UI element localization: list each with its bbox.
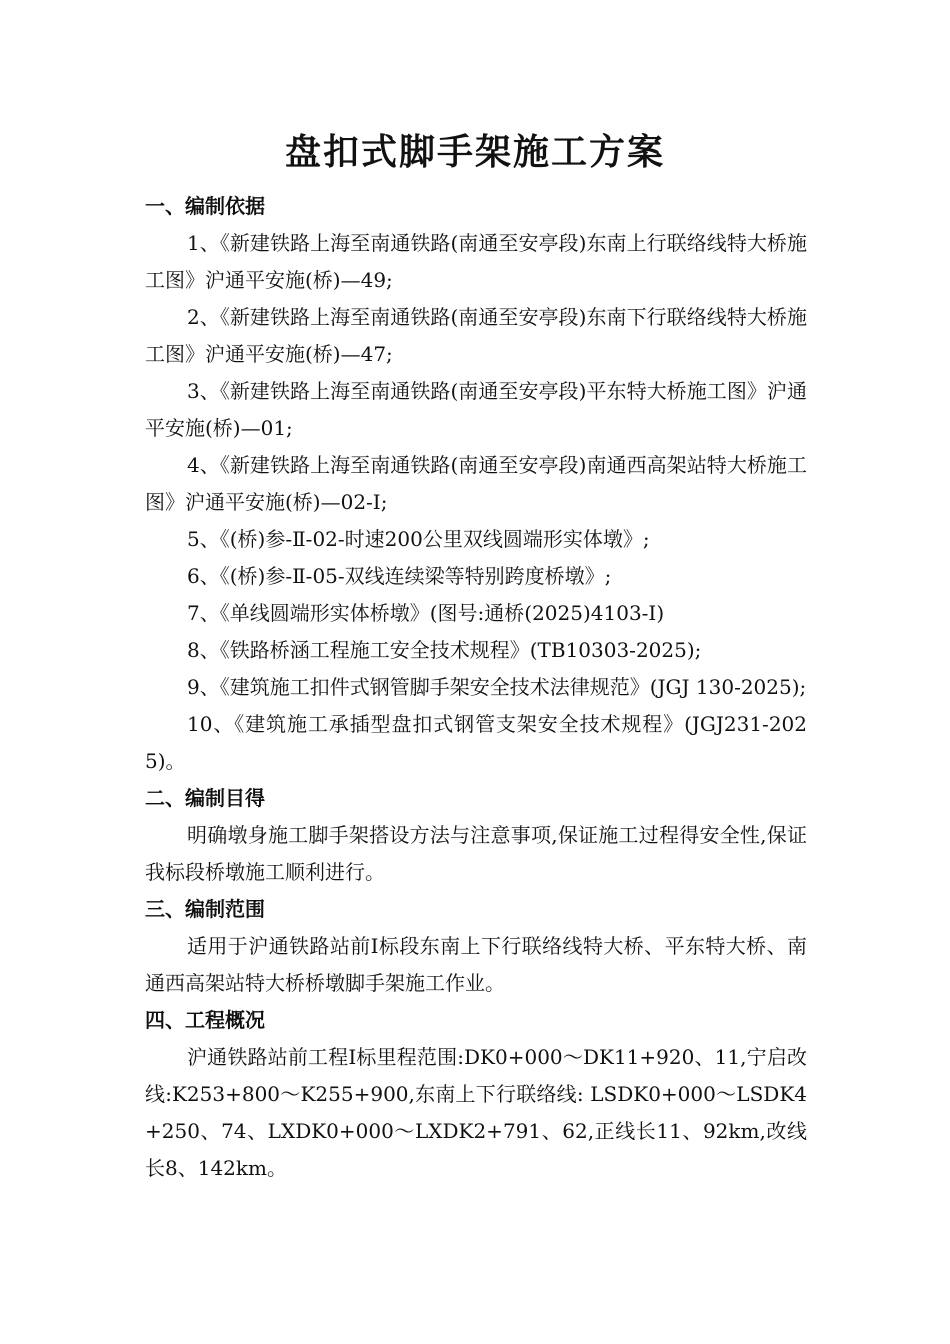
section-heading-scope: 三、编制范围 xyxy=(145,897,265,921)
overview-paragraph: 沪通铁路站前工程Ⅰ标里程范围:DK0+000～DK11+920、11,宁启改线:K253+800～K255+900,东南上下行联络线: LSDK0+000～LSDK4+250、74、LXDK0+000～LXDK2+791、62,正线长11、92km,改线长8、142km。 xyxy=(145,1045,807,1180)
basis-item-4: 4、《新建铁路上海至南通铁路(南通至安亭段)南通西高架站特大桥施工图》沪通平安施(桥)—02-I; xyxy=(145,453,807,514)
basis-item-8: 8、《铁路桥涵工程施工安全技术规程》(TB10303-2025); xyxy=(187,638,702,662)
document-title: 盘扣式脚手架施工方案 xyxy=(284,131,665,173)
document-body xyxy=(145,188,807,1187)
basis-item-6: 6、《(桥)参-Ⅱ-05-双线连续梁等特别跨度桥墩》; xyxy=(187,564,612,588)
basis-item-5: 5、《(桥)参-Ⅱ-02-时速200公里双线圆端形实体墩》; xyxy=(187,527,650,551)
basis-item-2: 2、《新建铁路上海至南通铁路(南通至安亭段)东南下行联络线特大桥施工图》沪通平安施(桥)—47; xyxy=(145,305,807,366)
basis-item-3: 3、《新建铁路上海至南通铁路(南通至安亭段)平东特大桥施工图》沪通平安施(桥)—01; xyxy=(145,379,807,440)
section-heading-overview: 四、工程概况 xyxy=(145,1008,265,1032)
basis-item-1: 1、《新建铁路上海至南通铁路(南通至安亭段)东南上行联络线特大桥施工图》沪通平安施(桥)—49; xyxy=(145,231,807,292)
section-heading-purpose: 二、编制目得 xyxy=(145,786,265,810)
section-heading-basis: 一、编制依据 xyxy=(145,194,265,218)
basis-item-9: 9、《建筑施工扣件式钢管脚手架安全技术法律规范》(JGJ 130-2025); xyxy=(187,675,807,699)
purpose-paragraph: 明确墩身施工脚手架搭设方法与注意事项,保证施工过程得安全性,保证我标段桥墩施工顺利进行。 xyxy=(145,823,807,884)
scope-paragraph: 适用于沪通铁路站前Ⅰ标段东南上下行联络线特大桥、平东特大桥、南通西高架站特大桥桥墩脚手架施工作业。 xyxy=(145,934,807,995)
basis-item-10: 10、《建筑施工承插型盘扣式钢管支架安全技术规程》(JGJ231-2025)。 xyxy=(145,712,807,773)
basis-item-7: 7、《单线圆端形实体桥墩》(图号:通桥(2025)4103-I) xyxy=(187,601,665,625)
